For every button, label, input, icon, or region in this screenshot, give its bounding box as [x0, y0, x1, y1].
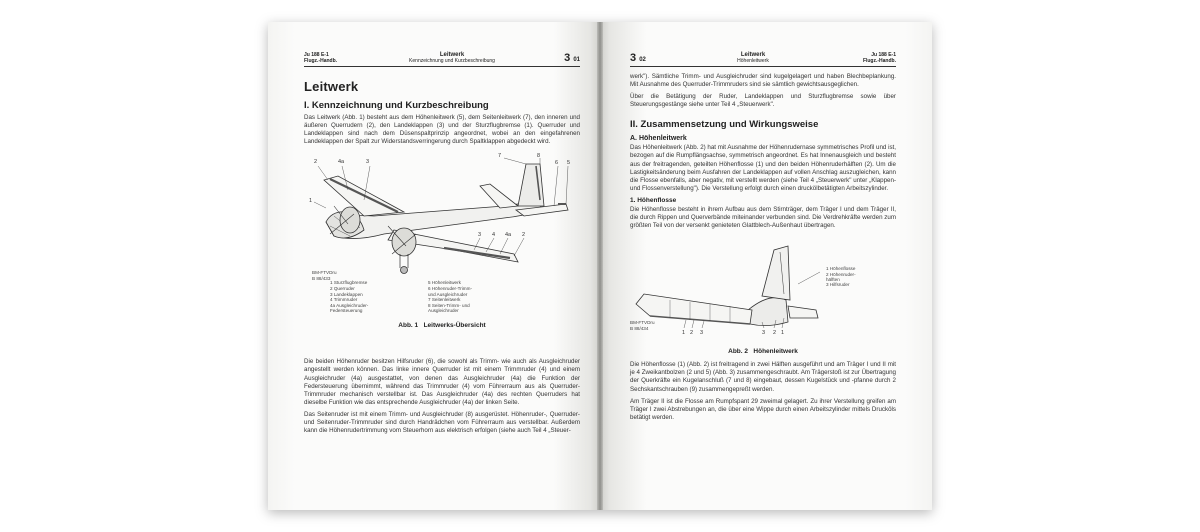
label-num: 6: [555, 160, 559, 167]
label-num: 3: [700, 330, 704, 337]
figure-legend: 1 Höhenflosse 2 Höhenruder- hälften 3 Hilfsruder: [826, 266, 856, 288]
label-num: 4a: [505, 232, 512, 239]
page-number: 3 01: [564, 52, 580, 64]
section-heading: II. Zusammensetzung und Wirkungsweise: [630, 119, 819, 131]
intro-paragraph: Das Leitwerk (Abb. 1) besteht aus dem Höhenleitwerk (5), dem Seitenleitwerk (7), den inneren und äußeren Querrudern (2), den Landeklappen (3) und der Sturzflugbremse (1). Querruder und Landeklappen sind nach dem Düsenspaltprinzip angeordnet, wobei an den eingefahrenen Landeklappen der Spalt zur Widerstandsverringerung durch Spaltklappen abgedeckt wird.: [304, 114, 580, 146]
drawing-code: BM-FTVDru B 88/433: [312, 270, 337, 281]
tailplane-drawing: [630, 234, 896, 346]
label-num: 4a: [338, 159, 345, 166]
right-page: [600, 22, 932, 510]
body-paragraph: Die Höhenflosse besteht in ihrem Aufbau aus dem Stirnträger, dem Träger I und dem Träger II, die durch Rippen und Querverbände miteinander verbunden sind. Die Verdrehkräfte werden zum größten Teil von der versenkt genieteten Glattblech-Außenhaut übertragen.: [630, 205, 896, 230]
body-paragraph: Am Träger II ist die Flosse am Rumpfspant 29 zweimal gelagert. Zu ihrer Verstellung greifen am Träger I zwei Abstrebungen an, die über eine Wippe durch einen Arbeitszylinder mittels Drucköls betätigt werden.: [630, 397, 896, 421]
label-num: 5: [567, 160, 571, 167]
body-paragraph: Das Höhenleitwerk (Abb. 2) hat mit Ausnahme der Höhenrudernase symmetrisches Profil und ist, bezogen auf die Rumpflängsachse, symmetrisch angeordnet. Es hat Innenausgleich und besteht aus der freitragenden, geteilten Höhenflosse (1) und den beiden Höhenruderhälften (2). Um die Lastigkeitsänderung beim Ausfahren der Landeklappen auf vollen Anschlag auszugleichen, kann die Flosse ebenfalls, aber negativ, mit verstellt werden (siehe Teil 4 „Steuerwerk" unter „Klappen- und Flossenverstellung"). Die Verstellung erfolgt durch einen druckölbetätigten Arbeitszylinder.: [630, 144, 896, 192]
label-num: 1: [781, 330, 785, 337]
header-title: Leitwerk Kennzeichnung und Kurzbeschreibung: [409, 52, 495, 64]
header-meta: Ju 188 E-1 Flugz.-Handb.: [304, 52, 338, 64]
figure-legend: 1 Sturzflugbremse 2 Querruder 3 Landeklappen 4 Trimmruder 4a Ausgleichruder- Federsteuerung: [330, 280, 369, 314]
label-num: 2: [690, 330, 694, 337]
body-paragraph: Die beiden Höhenruder besitzen Hilfsruder (6), die sowohl als Trimm- wie auch als Ausgleichruder angestellt werden können. Das linke innere Querruder ist mit einem Trimmruder (4) und einem Ausgleichruder (4a) ausgestattet, von denen das Ausgleichruder (4a) die Funktion der Federsteuerung übernimmt, während das Trimmruder (4) vom Führerraum aus als Querruder-Trimmruder mechanisch verstellbar ist. Das Ausgleichruder (4a) des rechten Querruders hat dieselbe Funktion wie das entsprechende Ausgleichruder (4a) der linken Seite.: [304, 358, 580, 406]
subsection-heading: 1. Höhenflosse: [630, 196, 677, 204]
figure-caption: Abb. 2 Höhenleitwerk: [728, 348, 798, 356]
page-number: 3 02: [630, 52, 646, 64]
body-paragraph: werk"). Sämtliche Trimm- und Ausgleichruder sind kugelgelagert und haben Blechbeplankung. Mit Ausnahme des Querruder-Trimmruders sind sie sämtlich gewichtsausgeglichen.: [630, 73, 896, 89]
label-num: 1: [309, 198, 313, 205]
page-title: Leitwerk: [304, 79, 359, 94]
label-num: 2: [522, 232, 526, 239]
label-num: 3: [366, 159, 370, 166]
figure-legend: 5 Höhenleitwerk 6 Höhenruder-Trimm- und Ausgleichruder 7 Seitenleitwerk 8 Seiten-Trimm- und Ausgleichruder: [428, 280, 472, 314]
left-page: [268, 22, 600, 510]
body-paragraph: Über die Betätigung der Ruder, Landeklappen und Sturzflugbremse sowie über Steuerungsgestänge siehe unter Teil 4 „Steuerwerk".: [630, 93, 896, 109]
open-manual: [268, 22, 932, 510]
body-paragraph: Das Seitenruder ist mit einem Trimm- und Ausgleichruder (8) ausgerüstet. Höhenruder-, Querruder- und Seitenruder-Trimmruder sind durch Handrädchen vom Führerraum aus verstellbar. Außerdem kann die Höhenrudertrimmung vom Steuerhorn aus elektrisch erfolgen (siehe auch Teil 4 „Steuer-: [304, 410, 580, 435]
label-num: 3: [478, 232, 482, 239]
figure-caption: Abb. 1 Leitwerks-Übersicht: [398, 322, 486, 330]
subsection-heading: A. Höhenleitwerk: [630, 135, 687, 143]
section-heading: I. Kennzeichnung und Kurzbeschreibung: [304, 100, 489, 111]
book-spine: [597, 22, 603, 510]
drawing-code: BM-FTVDru B 88/434: [630, 320, 655, 331]
label-num: 8: [537, 153, 541, 160]
label-num: 3: [762, 330, 766, 337]
label-num: 2: [314, 159, 318, 166]
figure-hoehenleitwerk: [630, 234, 896, 346]
header-title: Leitwerk Höhenleitwerk: [737, 52, 769, 64]
label-num: 2: [773, 330, 777, 337]
label-num: 4: [492, 232, 496, 239]
label-num: 1: [682, 330, 686, 337]
figure-leitwerks-uebersicht: [304, 150, 580, 358]
page-header: [630, 46, 896, 67]
label-num: 7: [498, 153, 502, 160]
header-meta: Ju 188 E-1 Flugz.-Handb.: [862, 52, 896, 64]
page-header: [304, 46, 580, 67]
body-paragraph: Die Höhenflosse (1) (Abb. 2) ist freitragend in zwei Hälften ausgeführt und am Träger I und II mit je 4 Zweikantbolzen (2 und 5) (Abb. 3) zusammengeschraubt. Am Trägerstoß ist zur Übertragung der Querkräfte ein Kugelanschluß (7 und 8) eingebaut, dessen Kugelstück und -pfanne durch 2 Sechskantschrauben (9) zusammengepreßt werden.: [630, 361, 896, 393]
